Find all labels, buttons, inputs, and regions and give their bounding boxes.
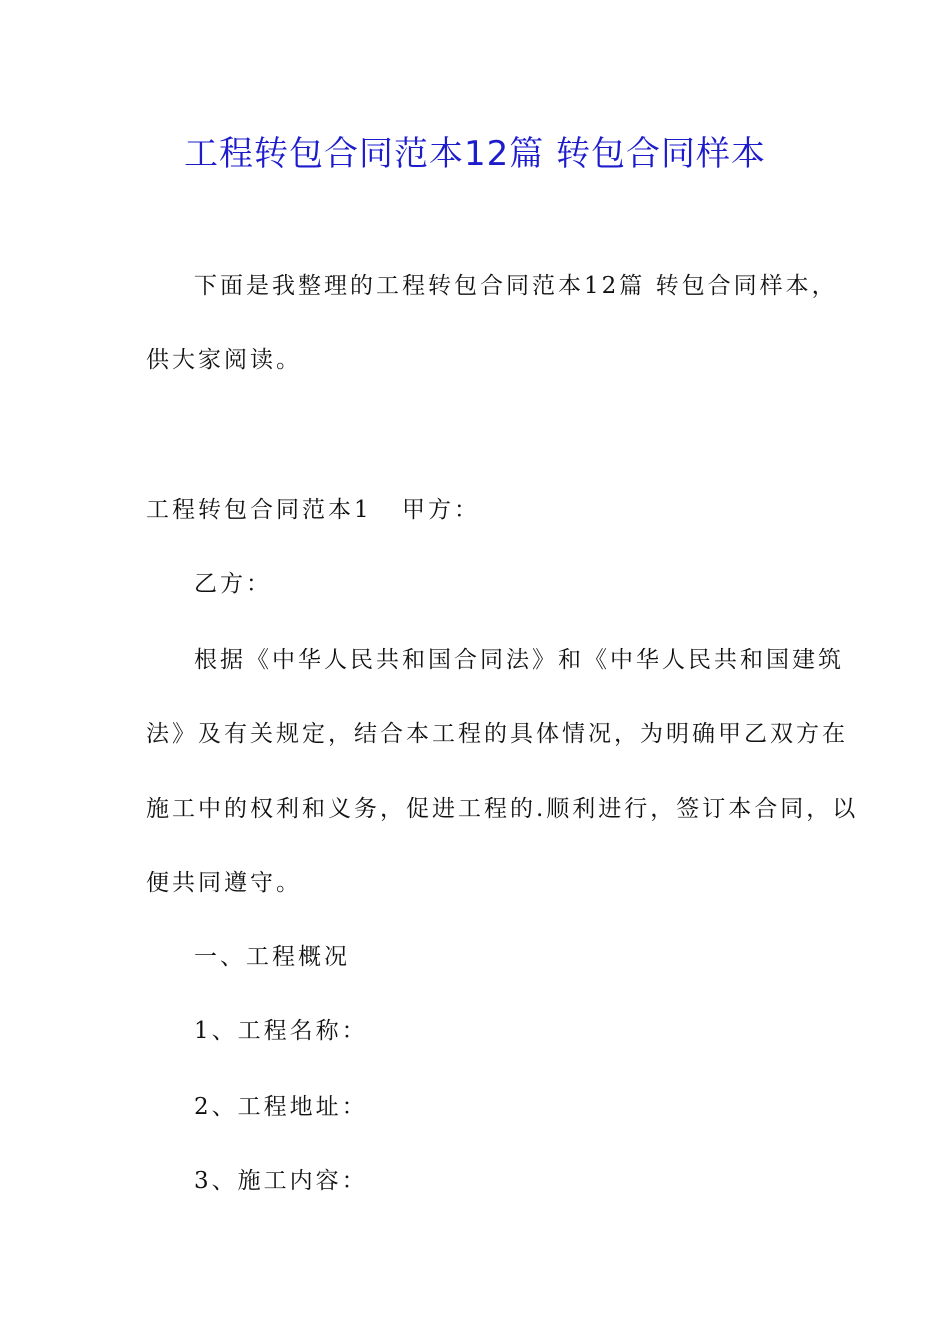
preamble-line-3: 施工中的权利和义务，促进工程的.顺利进行，签订本合同，以 (146, 796, 859, 822)
clause-heading: 一、工程概况 (194, 944, 350, 970)
preamble-line-4: 便共同遵守。 (146, 870, 302, 896)
list-item: 1、工程名称： (194, 1018, 368, 1044)
party-b-label: 乙方： (194, 571, 272, 597)
section-heading: 工程转包合同范本1 (146, 497, 372, 523)
list-item: 2、工程地址： (194, 1094, 368, 1120)
list-item: 3、施工内容： (194, 1168, 368, 1194)
party-a-label: 甲方： (402, 497, 480, 523)
section-heading-row (146, 495, 846, 525)
intro-line-2: 供大家阅读。 (146, 347, 302, 373)
document-title: 工程转包合同范本12篇 转包合同样本 (183, 134, 767, 174)
preamble-line-2: 法》及有关规定，结合本工程的具体情况，为明确甲乙双方在 (146, 721, 848, 747)
preamble-line-1: 根据《中华人民共和国合同法》和《中华人民共和国建筑 (194, 647, 844, 673)
intro-line-1: 下面是我整理的工程转包合同范本12篇 转包合同样本， (194, 273, 838, 299)
